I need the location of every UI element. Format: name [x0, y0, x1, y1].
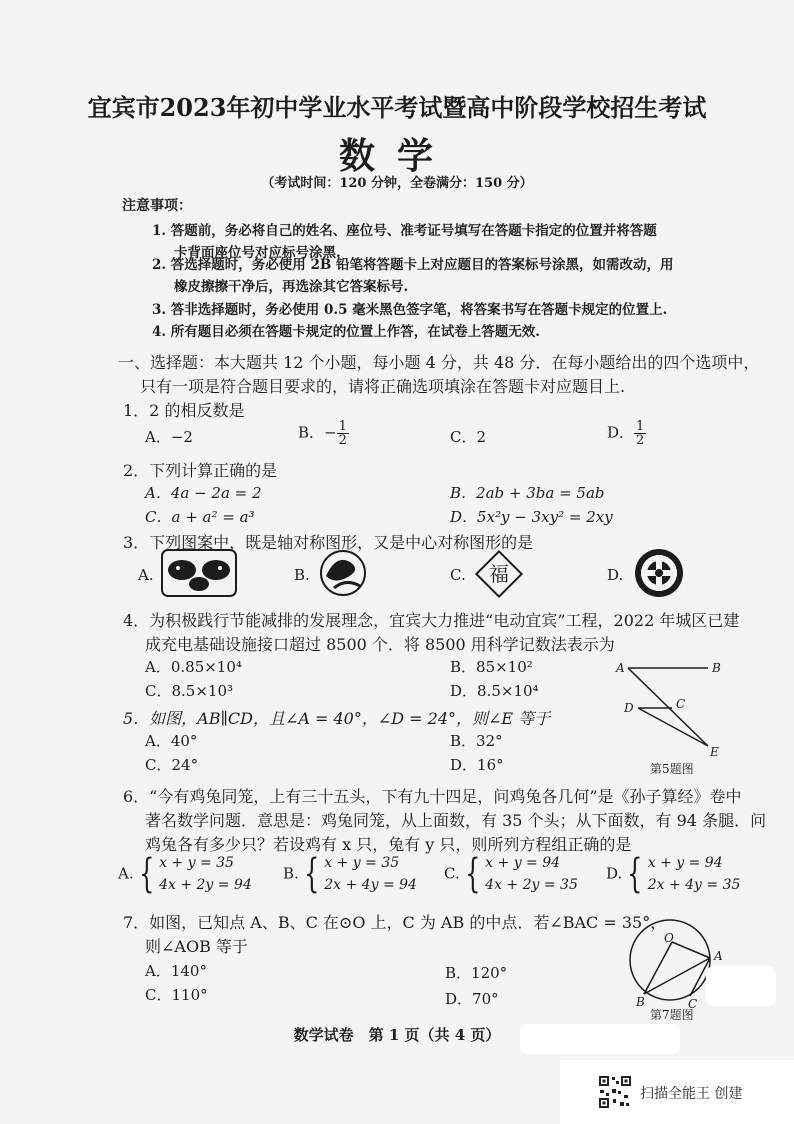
fish-swirl-pattern-icon — [316, 548, 370, 598]
q1-option-d: D． $\frac{1}{2}$ — [607, 419, 645, 448]
q5-option-c: C．24° — [145, 756, 199, 774]
section-1-line1: 一、选择题：本大题共 12 个小题，每小题 4 分，共 48 分．在每小题给出的四个选项中， — [118, 353, 760, 372]
point-b-label: B — [712, 661, 721, 675]
exam-title: 宜宾市2023年初中学业水平考试暨高中阶段学校招生考试 — [87, 93, 707, 122]
q6-line2: 著名数学问题．意思是：鸡兔同笼，从上面数，有 35 个头；从下面数，有 94 条腿．问 — [145, 811, 767, 830]
note-line: 1. 答题前，务必将自己的姓名、座位号、准考证号填写在答题卡指定的位置并将答题 — [152, 223, 657, 239]
q3-option-a: A. — [138, 566, 154, 584]
subject-title: 数学 — [338, 135, 455, 177]
q7-line2: 则∠AOB 等于 — [145, 937, 248, 956]
q2-option-c: C．a + a² = a³ — [145, 508, 255, 526]
q1-option-c: C．2 — [450, 428, 487, 446]
note-line: 橡皮擦擦干净后，再选涂其它答案标号. — [174, 279, 409, 295]
q5-figure — [610, 656, 730, 776]
q3-option-d: D. — [607, 566, 624, 584]
q6-line1: 6．“今有鸡兔同笼，上有三十五头，下有九十四足，问鸡兔各几何”是《孙子算经》卷中 — [123, 787, 742, 806]
fu-character: 福 — [489, 562, 509, 586]
q4-option-a: A．0.85×10⁴ — [145, 658, 242, 676]
q3-option-b: B. — [294, 566, 310, 584]
q7-figure-caption: 第7题图 — [650, 1008, 694, 1022]
notes-heading: 注意事项： — [122, 198, 192, 214]
q4-line2: 成充电基础设施接口超过 8500 个．将 8500 用科学记数法表示为 — [145, 635, 615, 654]
q4-option-b: B．85×10² — [450, 658, 533, 676]
point-o-label: O — [664, 931, 674, 945]
q5-figure-caption: 第5题图 — [650, 762, 694, 776]
fish-pattern-icon — [160, 548, 238, 598]
note-line: 4. 所有题目必须在答题卡规定的位置上作答，在试卷上答题无效. — [152, 324, 540, 340]
q1-option-a: A．−2 — [145, 428, 193, 446]
q4-line1: 4．为积极践行节能减排的发展理念，宜宾大力推进“电动宜宾”工程，2022 年城区已建 — [123, 611, 740, 630]
time-info: （考试时间：120 分钟，全卷满分：150 分） — [261, 176, 533, 191]
q4-option-d: D．8.5×10⁴ — [450, 682, 539, 700]
section-1-line2: 只有一项是符合题目要求的，请将正确选项填涂在答题卡对应题目上. — [140, 377, 626, 396]
q2-option-d: D．5x²y − 3xy² = 2xy — [450, 508, 613, 526]
q2-stem: 2．下列计算正确的是 — [123, 461, 278, 480]
round-lattice-pattern-icon — [632, 546, 686, 600]
q7-option-a: A．140° — [145, 962, 207, 980]
scanner-watermark: 扫描全能王 创建 — [640, 1086, 743, 1102]
fu-character-pattern-icon — [473, 548, 525, 600]
point-c-label: C — [688, 997, 698, 1011]
note-line: 卡背面座位号对应标号涂黑. — [174, 245, 341, 261]
point-b-label: B — [636, 995, 645, 1009]
q5-option-d: D．16° — [450, 756, 504, 774]
qr-code-icon — [598, 1075, 632, 1109]
q6-option-b: B. { x + y = 35 2x + 4y = 94 — [283, 851, 417, 897]
q6-option-a: A. { x + y = 35 4x + 2y = 94 — [118, 851, 252, 897]
q7-option-c: C．110° — [145, 986, 208, 1004]
q5-option-a: A．40° — [145, 732, 198, 750]
point-e-label: E — [710, 745, 719, 759]
q5-stem: 5．如图，AB∥CD，且∠A = 40°，∠D = 24°，则∠E 等于 — [123, 709, 551, 728]
q3-stem: 3．下列图案中，既是轴对称图形，又是中心对称图形的是 — [123, 533, 534, 552]
point-a-label: A — [714, 949, 723, 963]
q6-option-c: C. { x + y = 94 4x + 2y = 35 — [444, 851, 578, 897]
q2-option-a: A．4a − 2a = 2 — [145, 484, 262, 502]
scan-glare — [706, 966, 776, 1006]
q7-option-d: D．70° — [445, 990, 499, 1008]
q7-option-b: B．120° — [445, 964, 508, 982]
q6-option-d: D. { x + y = 94 2x + 4y = 35 — [606, 851, 741, 897]
point-c-label: C — [676, 697, 686, 711]
q6-line3: 鸡兔各有多少只？若设鸡有 x 只，兔有 y 只，则所列方程组正确的是 — [145, 835, 632, 854]
q3-option-c: C. — [450, 566, 466, 584]
q7-line1: 7．如图，已知点 A、B、C 在⊙O 上，C 为 AB 的中点．若∠BAC = 35°， — [123, 913, 667, 932]
point-a-label: A — [616, 661, 625, 675]
note-line: 2. 答选择题时，务必使用 2B 铅笔将答题卡上对应题目的答案标号涂黑，如需改动，用 — [152, 257, 674, 273]
q1-stem: 1．2 的相反数是 — [123, 401, 245, 420]
q5-option-b: B．32° — [450, 732, 503, 750]
q1-option-b: B．− $\frac{1}{2}$ — [298, 419, 347, 448]
q2-option-b: B．2ab + 3ba = 5ab — [450, 484, 605, 502]
note-line: 3. 答非选择题时，务必使用 0.5 毫米黑色签字笔，将答案书写在答题卡规定的位置上. — [152, 302, 668, 318]
q4-option-c: C．8.5×10³ — [145, 682, 234, 700]
point-d-label: D — [624, 701, 634, 715]
page-footer: 数学试卷 第 1 页（共 4 页） — [293, 1026, 501, 1044]
